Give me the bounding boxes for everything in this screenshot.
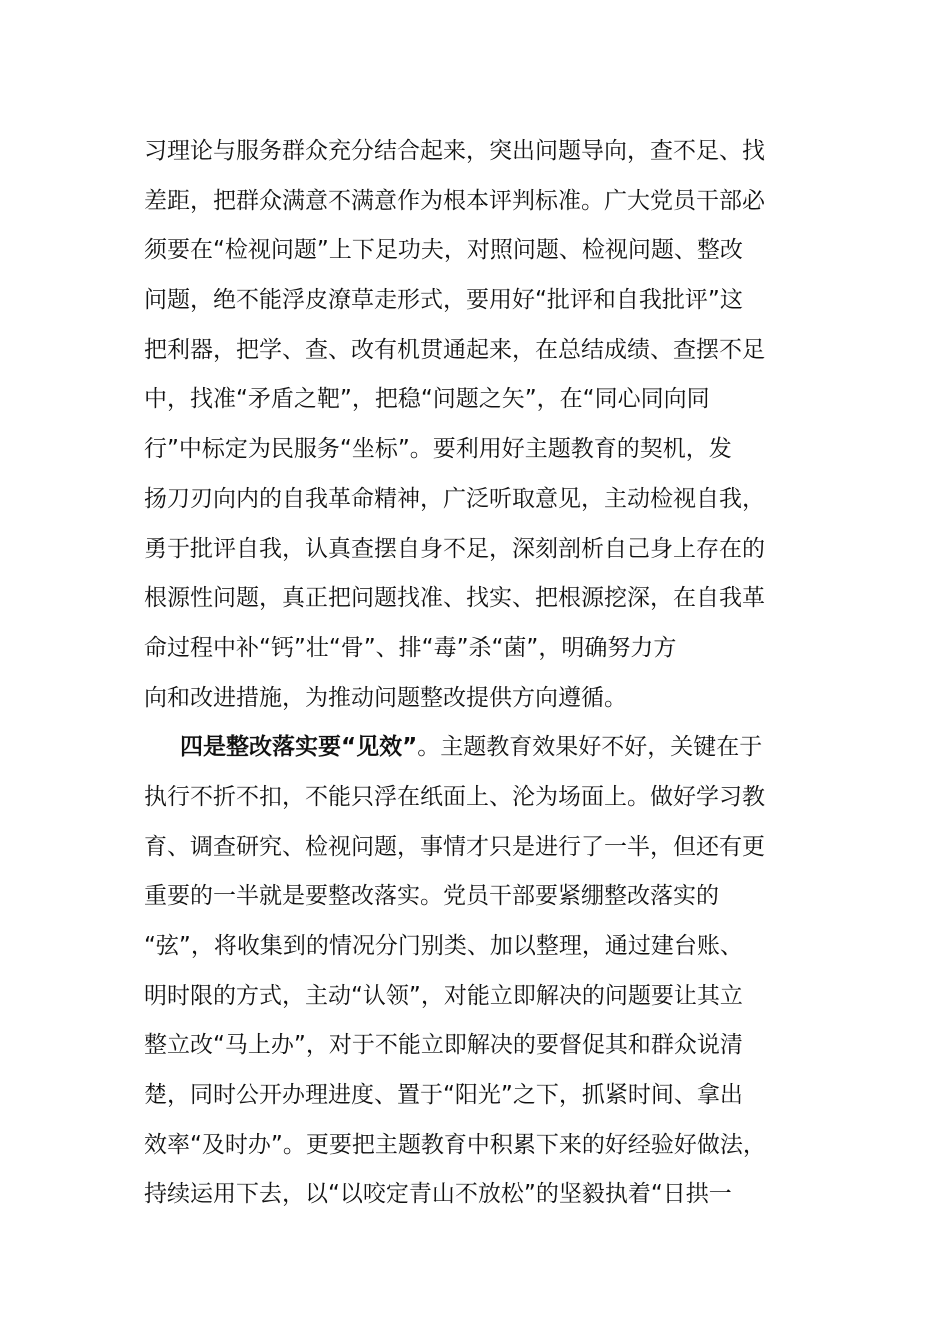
text-line: 持续运用下去，以“以咬定青山不放松”的坚毅执着“日拱一 xyxy=(144,1181,732,1208)
text-line: 问题，绝不能浮皮潦草走形式，要用好“批评和自我批评”这 xyxy=(144,287,743,314)
text-line: 根源性问题，真正把问题找准、找实、把根源挖深，在自我革 xyxy=(144,585,765,612)
text-line: 整立改“马上办”，对于不能立即解决的要督促其和群众说清 xyxy=(144,1032,743,1059)
text-line: 命过程中补“钙”壮“骨”、排“毒”杀“菌”，明确努力方 xyxy=(144,634,677,661)
text-line: 扬刀刃向内的自我革命精神，广泛听取意见，主动检视自我， xyxy=(144,485,765,512)
text-line: 差距，把群众满意不满意作为根本评判标准。广大党员干部必 xyxy=(144,187,765,214)
text-span: 。主题教育效果好不好，关键在于 xyxy=(417,734,763,761)
section-heading: 四是整改落实要“见效” xyxy=(180,734,418,761)
text-line: 执行不折不扣，不能只浮在纸面上、沦为场面上。做好学习教 xyxy=(144,783,765,810)
text-line: 育、调查研究、检视问题，事情才只是进行了一半，但还有更 xyxy=(144,833,765,860)
text-line: 明时限的方式，主动“认领”，对能立即解决的问题要让其立 xyxy=(144,982,743,1009)
paragraph-first-line xyxy=(144,723,814,773)
text-line: 须要在“检视问题”上下足功夫，对照问题、检视问题、整改 xyxy=(144,237,743,264)
text-line: 楚，同时公开办理进度、置于“阳光”之下，抓紧时间、拿出 xyxy=(144,1082,743,1109)
text-line: 把利器，把学、查、改有机贯通起来，在总结成绩、查摆不足 xyxy=(144,336,765,363)
text-line: 向和改进措施，为推动问题整改提供方向遵循。 xyxy=(144,684,627,711)
text-line: 习理论与服务群众充分结合起来，突出问题导向，查不足、找 xyxy=(144,138,765,164)
text-line: 效率“及时办”。更要把主题教育中积累下来的好经验好做法， xyxy=(144,1131,766,1158)
body-text xyxy=(144,127,814,1220)
text-line: 中，找准“矛盾之靶”，把稳“问题之矢”，在“同心同向同 xyxy=(144,386,710,413)
text-line: “弦”，将收集到的情况分门别类、加以整理，通过建台账、 xyxy=(144,933,743,959)
text-line: 勇于批评自我，认真查摆自身不足，深刻剖析自己身上存在的 xyxy=(144,535,765,562)
text-line: 行”中标定为民服务“坐标”。要利用好主题教育的契机，发 xyxy=(144,436,732,463)
text-line: 重要的一半就是要整改落实。党员干部要紧绷整改落实的 xyxy=(144,883,719,910)
